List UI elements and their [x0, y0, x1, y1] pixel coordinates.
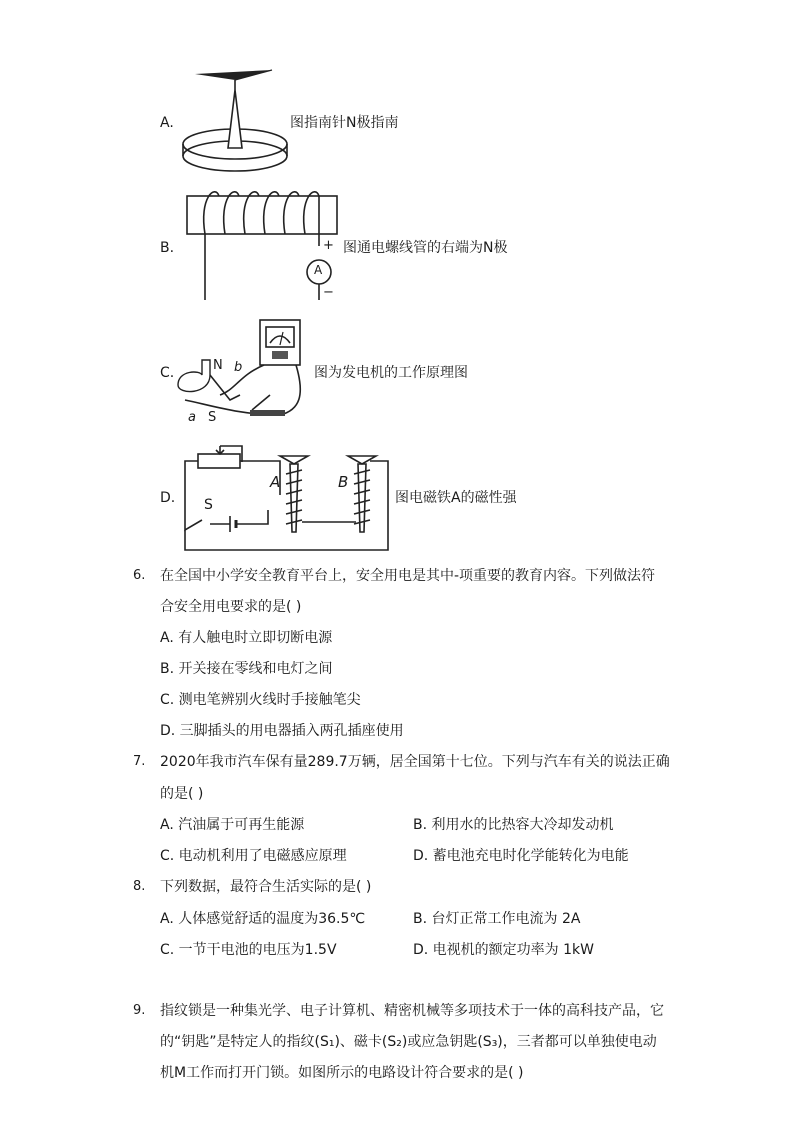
- q7-stem-line1: 2020年我市汽车保有量289.7万辆，居全国第十七位。下列与汽车有关的说法正确: [160, 754, 670, 770]
- switch-s-label: S: [204, 497, 213, 513]
- q6-option-d[interactable]: D. 三脚插头的用电器插入两孔插座使用: [160, 723, 404, 739]
- option-d-desc: 图电磁铁A的磁性强: [395, 490, 517, 506]
- q7-option-c[interactable]: C. 电动机利用了电磁感应原理: [160, 848, 347, 864]
- q8-stem-line1: 下列数据，最符合生活实际的是( ): [160, 879, 372, 895]
- option-a-desc: 图指南针N极指南: [290, 115, 399, 131]
- option-c-desc: 图为发电机的工作原理图: [314, 365, 468, 381]
- q8-option-d[interactable]: D. 电视机的额定功率为 1kW: [413, 942, 594, 958]
- q8-number: 8.: [133, 879, 146, 894]
- option-d-letter: D.: [160, 490, 176, 506]
- q7-option-d[interactable]: D. 蓄电池充电时化学能转化为电能: [413, 848, 629, 864]
- magnet-n-label: N: [213, 358, 223, 373]
- q9-stem-line3: 机M工作而打开门锁。如图所示的电路设计符合要求的是( ): [160, 1065, 524, 1081]
- option-a-letter: A.: [160, 115, 174, 131]
- q7-stem-line2: 的是( ): [160, 786, 204, 802]
- nail-a-label: A: [270, 473, 281, 491]
- q6-stem-line2: 合安全用电要求的是( ): [160, 599, 302, 615]
- magnet-s-label: S: [208, 410, 217, 425]
- q8-option-c[interactable]: C. 一节干电池的电压为1.5V: [160, 942, 337, 958]
- q6-option-a[interactable]: A. 有人触电时立即切断电源: [160, 630, 333, 646]
- option-b-letter: B.: [160, 240, 175, 256]
- q6-option-c[interactable]: C. 测电笔辨别火线时手接触笔尖: [160, 692, 361, 708]
- solenoid-figure: [185, 188, 345, 306]
- q6-option-b[interactable]: B. 开关接在零线和电灯之间: [160, 661, 333, 677]
- generator-figure: [180, 315, 315, 430]
- q7-option-b[interactable]: B. 利用水的比热容大冷却发动机: [413, 817, 614, 833]
- q7-option-a[interactable]: A. 汽油属于可再生能源: [160, 817, 305, 833]
- nail-b-label: B: [338, 473, 349, 491]
- option-c-letter: C.: [160, 365, 175, 381]
- plus-sign: +: [323, 238, 334, 253]
- q8-option-a[interactable]: A. 人体感觉舒适的温度为36.5℃: [160, 911, 366, 927]
- option-b-desc: 图通电螺线管的右端为N极: [343, 240, 508, 256]
- q7-number: 7.: [133, 754, 146, 769]
- compass-figure: [180, 60, 290, 175]
- ammeter-label: A: [314, 263, 323, 277]
- wire-b-label: b: [234, 360, 243, 375]
- q9-stem-line1: 指纹锁是一种集光学、电子计算机、精密机械等多项技术于一体的高科技产品，它: [160, 1003, 664, 1019]
- q8-option-b[interactable]: B. 台灯正常工作电流为 2A: [413, 911, 581, 927]
- q6-stem-line1: 在全国中小学安全教育平台上，安全用电是其中-项重要的教育内容。下列做法符: [160, 568, 656, 584]
- minus-sign: −: [323, 285, 334, 300]
- q9-stem-line2: 的“钥匙”是特定人的指纹(S₁)、磁卡(S₂)或应急钥匙(S₃)，三者都可以单独使电动: [160, 1034, 657, 1050]
- q6-number: 6.: [133, 568, 146, 583]
- wire-a-label: a: [188, 410, 196, 425]
- q9-number: 9.: [133, 1003, 146, 1018]
